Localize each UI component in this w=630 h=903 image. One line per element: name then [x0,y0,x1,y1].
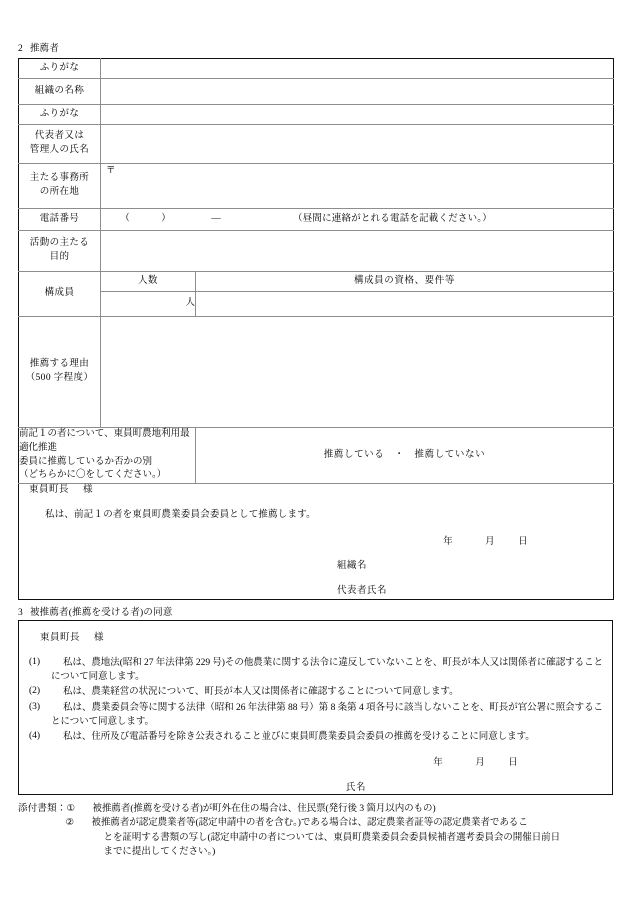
signature-block [19,484,614,600]
label-telephone: 電話番号 [19,209,101,231]
input-office-address[interactable] [101,164,614,209]
signature-date-month: 月 [485,536,495,547]
label-reason [19,317,101,428]
label-members: 構成員 [19,272,101,317]
attachment-marker: ② [65,818,75,829]
label-office-address-line1: 主たる事務所 [29,173,90,184]
table-row-signature-block [19,484,614,600]
label-rep-name-line2: 管理人の氏名 [29,145,90,155]
input-activity-purpose[interactable] [101,231,614,272]
table-row-members-header [19,272,614,292]
table-row-office-address [19,164,614,209]
list-item [28,730,603,744]
label-promotion-choice-line3: （どちらかに〇をしてください。） [19,470,167,481]
label-promotion-choice-line1: 前記１の者について、東員町農地利用最適化推進 [19,429,190,453]
signature-date-year: 年 [443,536,453,547]
consent-date-month: 月 [475,758,485,769]
input-furigana-org[interactable] [101,59,614,79]
attachment-marker: ① [66,804,76,814]
signature-addressee-name: 東員町長 [29,485,70,496]
postal-mark-icon: 〒 [106,166,116,176]
consent-item-text: 私は、農業経営の状況について、町長が本人又は関係者に確認することについて同意します。 [63,687,459,698]
consent-name-field[interactable]: 氏名 [346,783,367,794]
label-rep-name-line1: 代表者又は [34,131,85,142]
table-row-furigana-org [19,59,614,79]
section-2-title: 推薦者 [29,44,60,54]
table-row-reason [19,317,614,428]
input-rep-name[interactable] [101,125,614,164]
label-rep-name [19,125,101,164]
input-telephone[interactable] [101,209,614,231]
label-promotion-choice-line2: 委員に推薦しているか否かの別 [19,456,153,467]
recommender-table [18,58,614,600]
signature-date-row[interactable] [19,536,613,550]
signature-addressee-honorific: 様 [83,485,94,496]
input-org-name[interactable] [101,79,614,105]
consent-item-text: 私は、住所及び電話番号を除き公表されること並びに東員町農業委員会委員の推薦を受けることに同意します。 [63,732,535,743]
label-furigana-org: ふりがな [19,59,101,79]
members-count-unit: 人 [185,298,195,309]
header-members-count: 人数 [101,272,196,292]
signature-org-name-field[interactable]: 組織名 [337,561,368,572]
consent-item-marker: (1) [29,656,41,667]
promotion-choice-options[interactable] [196,428,614,484]
label-activity-purpose [19,231,101,272]
consent-item-text: 私は、農業委員会等に関する法律（昭和 26 年法律第 88 号）第 8 条第 4 項各号に該当しないことを、町長が官公署に照会することについて同意します。 [51,702,603,727]
attachment-row [18,816,618,859]
list-item [28,701,603,730]
attachments-lead: 添付書類： [18,804,67,814]
consent-addressee [28,632,603,646]
consent-item-text: 私は、農地法(昭和 27 年法律第 229 号)その他農業に関する法令に違反していないことを、町長が本人又は関係者に確認することについて同意します。 [51,657,603,683]
attachment-text-line2: とを証明する書類の写し(認定申請中の者については、東員町農業委員会委員候補者選考委員会の開催日前日 [103,832,561,843]
attachment-text [92,816,618,859]
section-3-title: 被推薦者(推薦を受ける者)の同意 [29,608,173,618]
label-furigana-rep: ふりがな [19,105,101,125]
consent-item-marker: (2) [29,686,41,697]
consent-date-year: 年 [433,758,443,769]
consent-addressee-name: 東員町長 [40,633,81,643]
section-3-number: 3 [18,608,23,618]
label-office-address-line2: の所在地 [39,187,80,197]
consent-item-marker: (3) [29,701,41,712]
label-reason-line1: 推薦する理由 [29,359,90,370]
table-row-org-name [19,79,614,105]
signature-statement: 私は、前記１の者を東員町農業委員会委員として推薦します。 [45,509,316,520]
signature-rep-name-field[interactable]: 代表者氏名 [337,586,388,597]
label-activity-purpose-line1: 活動の主たる [29,238,90,249]
tel-dash: ― [211,213,221,224]
label-activity-purpose-line2: 目的 [49,252,70,262]
consent-date-day: 日 [508,758,518,769]
consent-box [18,620,613,795]
signature-addressee [19,484,613,498]
attachments-note [18,802,618,859]
signature-date-day: 日 [518,536,528,547]
input-reason[interactable] [101,317,614,428]
list-item [28,656,603,685]
attachment-text: 被推薦者(推薦を受ける者)が町外在住の場合は、住民票(発行後 3 箇月以内のもの) [92,804,436,814]
telephone-line [101,213,613,227]
input-members-qualification[interactable] [196,292,614,317]
choice-option-no[interactable]: 推薦していない [414,449,486,460]
tel-paren-open: （ [120,213,130,224]
label-reason-line2: （500 字程度） [25,373,94,383]
table-row-furigana-rep [19,105,614,125]
label-promotion-choice [19,428,196,484]
section-2-number: 2 [18,44,23,54]
attachment-text-line3: までに提出してください。) [103,846,216,857]
label-office-address [19,164,101,209]
consent-date-row[interactable] [28,757,603,771]
table-row-rep-name [19,125,614,164]
tel-paren-close: ） [161,213,171,224]
section-2-heading [18,40,59,54]
choice-separator: ・ [394,449,405,460]
header-members-qualification: 構成員の資格、要件等 [196,272,614,292]
table-row-activity-purpose [19,231,614,272]
table-row-telephone [19,209,614,231]
label-org-name: 組織の名称 [19,79,101,105]
tel-note: （昼間に連絡がとれる電話を記載ください。） [293,213,492,224]
attachment-text-line1: 被推薦者が認定農業者等(認定申請中の者を含む。)である場合は、認定農業者証等の認定農業者であるこ [91,818,528,829]
attachment-row [18,802,618,816]
consent-item-marker: (4) [29,731,41,742]
table-row-promotion-choice [19,428,614,484]
section-3-heading [18,604,172,618]
consent-addressee-honorific: 様 [94,633,105,643]
table-row-members-values [19,292,614,317]
list-item [28,685,603,699]
input-furigana-rep[interactable] [101,105,614,125]
consent-item-list [28,656,603,745]
input-members-count[interactable] [101,292,196,317]
choice-option-yes[interactable]: 推薦している [323,449,385,460]
